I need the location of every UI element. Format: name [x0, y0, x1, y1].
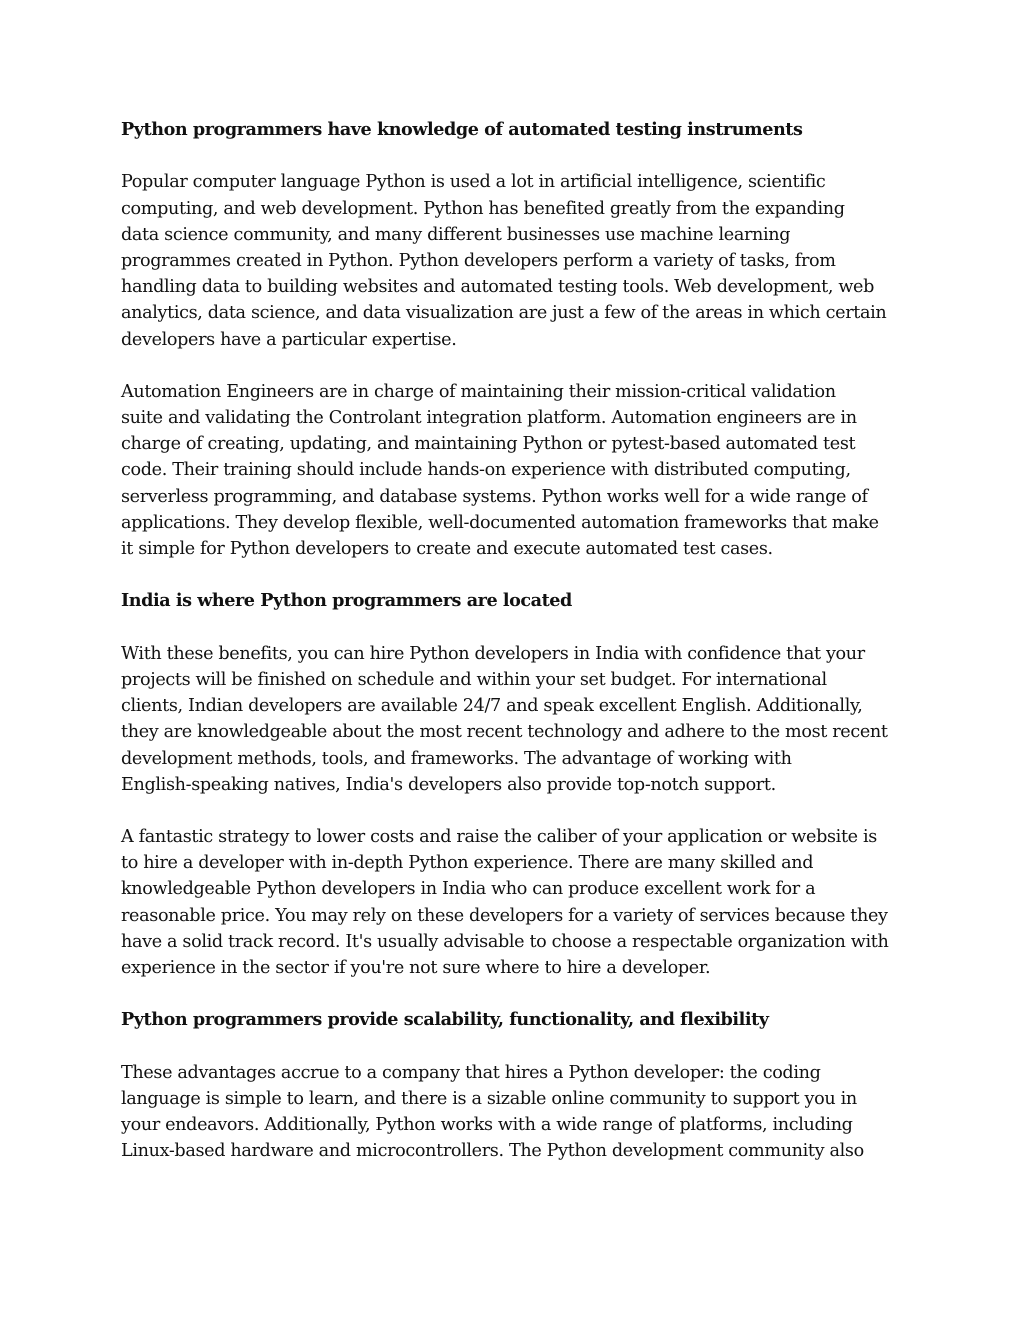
paragraph-line: developers have a particular expertise. — [121, 329, 457, 350]
paragraph-line: computing, and web development. Python has benefited greatly from the expanding — [121, 198, 845, 219]
paragraph-line: development methods, tools, and frameworks. The advantage of working with — [121, 748, 792, 769]
paragraph-line: your endeavors. Additionally, Python works with a wide range of platforms, including — [121, 1115, 853, 1136]
paragraph-line: A fantastic strategy to lower costs and raise the caliber of your application or website is — [121, 827, 877, 848]
paragraph-line: clients, Indian developers are available 24/7 and speak excellent English. Additionally, — [121, 696, 863, 717]
body-paragraph-4 — [121, 824, 906, 981]
paragraph-line: knowledgeable Python developers in India who can produce excellent work for a — [121, 879, 816, 900]
paragraph-line: code. Their training should include hands-on experience with distributed computing, — [121, 460, 851, 481]
heading-line: Python programmers have knowledge of automated testing instruments — [121, 119, 803, 140]
paragraph-line: to hire a developer with in-depth Python experience. There are many skilled and — [121, 853, 814, 874]
heading-line: India is where Python programmers are located — [121, 590, 572, 612]
body-paragraph-1 — [121, 169, 906, 352]
body-paragraph-2 — [121, 379, 906, 562]
paragraph-line: Linux-based hardware and microcontrollers. The Python development community also — [121, 1141, 864, 1162]
paragraph-line: suite and validating the Controlant integration platform. Automation engineers are in — [121, 408, 857, 429]
section-heading-2 — [121, 588, 906, 614]
paragraph-line: analytics, data science, and data visualization are just a few of the areas in which certain — [121, 303, 887, 324]
paragraph-line: With these benefits, you can hire Python developers in India with confidence that your — [121, 643, 865, 664]
paragraph-line: charge of creating, updating, and maintaining Python or pytest-based automated test — [121, 434, 856, 455]
paragraph-line: serverless programming, and database systems. Python works well for a wide range of — [121, 486, 868, 507]
paragraph-line: it simple for Python developers to create and execute automated test cases. — [121, 539, 773, 559]
document-page — [121, 117, 906, 1165]
paragraph-line: These advantages accrue to a company that hires a Python developer: the coding — [121, 1062, 821, 1083]
paragraph-line: data science community, and many different businesses use machine learning — [121, 224, 791, 245]
paragraph-line: experience in the sector if you're not sure where to hire a developer. — [121, 958, 711, 978]
paragraph-line: projects will be finished on schedule and within your set budget. For international — [121, 669, 827, 690]
body-paragraph-5 — [121, 1060, 906, 1165]
heading-line: Python programmers provide scalability, functionality, and flexibility — [121, 1009, 769, 1031]
section-heading-1 — [121, 117, 906, 143]
paragraph-line: handling data to building websites and automated testing tools. Web development, web — [121, 277, 875, 298]
paragraph-line: applications. They develop flexible, well-documented automation frameworks that make — [121, 512, 879, 533]
paragraph-line: English-speaking natives, India's developers also provide top-notch support. — [121, 774, 776, 795]
paragraph-line: reasonable price. You may rely on these developers for a variety of services because they — [121, 905, 888, 926]
paragraph-line: they are knowledgeable about the most recent technology and adhere to the most recent — [121, 722, 888, 743]
paragraph-line: have a solid track record. It's usually advisable to choose a respectable organization with — [121, 931, 889, 952]
body-paragraph-3 — [121, 641, 906, 798]
paragraph-line: Popular computer language Python is used a lot in artificial intelligence, scientific — [121, 172, 826, 193]
section-heading-3 — [121, 1007, 906, 1033]
paragraph-line: language is simple to learn, and there is a sizable online community to support you in — [121, 1088, 857, 1109]
paragraph-line: programmes created in Python. Python developers perform a variety of tasks, from — [121, 250, 836, 271]
paragraph-line: Automation Engineers are in charge of maintaining their mission-critical validation — [121, 381, 836, 402]
